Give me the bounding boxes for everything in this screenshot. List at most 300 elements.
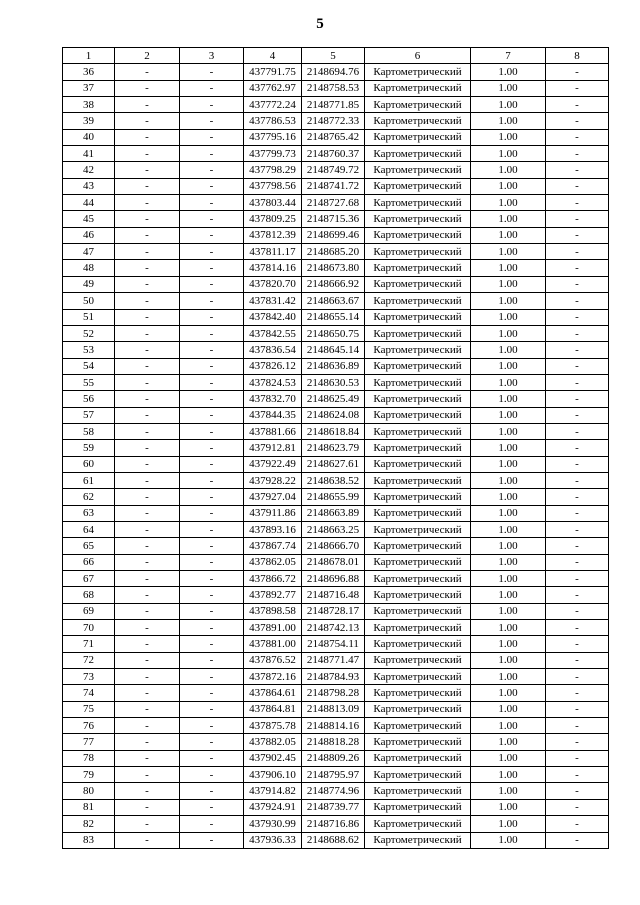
table-cell: 2148663.89 xyxy=(302,505,365,521)
table-cell: - xyxy=(115,554,180,570)
table-cell: 1.00 xyxy=(471,521,546,537)
table-cell: Картометрический xyxy=(365,783,471,799)
table-cell: 49 xyxy=(63,276,115,292)
table-cell: - xyxy=(115,538,180,554)
table-cell: - xyxy=(546,423,609,439)
table-cell: - xyxy=(546,97,609,113)
table-cell: Картометрический xyxy=(365,358,471,374)
table-cell: 437881.66 xyxy=(244,423,302,439)
table-cell: Картометрический xyxy=(365,669,471,685)
table-cell: 437898.58 xyxy=(244,603,302,619)
table-cell: 1.00 xyxy=(471,538,546,554)
table-row xyxy=(63,195,609,211)
table-row xyxy=(63,571,609,587)
table-cell: - xyxy=(115,587,180,603)
table-cell: 53 xyxy=(63,342,115,358)
table-cell: 437842.40 xyxy=(244,309,302,325)
table-cell: 2148663.25 xyxy=(302,521,365,537)
table-cell: - xyxy=(115,767,180,783)
table-cell: 437922.49 xyxy=(244,456,302,472)
table-cell: 437911.86 xyxy=(244,505,302,521)
table-cell: 2148666.70 xyxy=(302,538,365,554)
table-cell: - xyxy=(115,489,180,505)
table-cell: Картометрический xyxy=(365,113,471,129)
table-row xyxy=(63,342,609,358)
column-header: 6 xyxy=(365,48,471,64)
table-row xyxy=(63,636,609,652)
table-cell: Картометрический xyxy=(365,620,471,636)
table-cell: - xyxy=(180,538,244,554)
table-cell: 2148772.33 xyxy=(302,113,365,129)
table-cell: 437864.61 xyxy=(244,685,302,701)
table-cell: - xyxy=(180,554,244,570)
table-cell: Картометрический xyxy=(365,276,471,292)
table-cell: 70 xyxy=(63,620,115,636)
table-cell: - xyxy=(546,440,609,456)
table-cell: 2148688.62 xyxy=(302,832,365,848)
table-cell: Картометрический xyxy=(365,178,471,194)
table-cell: - xyxy=(115,816,180,832)
table-cell: 1.00 xyxy=(471,832,546,848)
table-cell: 43 xyxy=(63,178,115,194)
table-cell: - xyxy=(180,734,244,750)
table-cell: Картометрический xyxy=(365,423,471,439)
table-cell: - xyxy=(115,456,180,472)
table-cell: 2148678.01 xyxy=(302,554,365,570)
table-cell: 437798.56 xyxy=(244,178,302,194)
table-cell: 437936.33 xyxy=(244,832,302,848)
table-cell: 60 xyxy=(63,456,115,472)
table-cell: 437842.55 xyxy=(244,325,302,341)
table-cell: - xyxy=(180,97,244,113)
table-row xyxy=(63,178,609,194)
table-cell: 1.00 xyxy=(471,195,546,211)
table-cell: Картометрический xyxy=(365,734,471,750)
table-cell: - xyxy=(546,783,609,799)
table-row xyxy=(63,113,609,129)
table-row xyxy=(63,276,609,292)
table-cell: 2148798.28 xyxy=(302,685,365,701)
table-cell: 2148749.72 xyxy=(302,162,365,178)
table-cell: - xyxy=(115,227,180,243)
table-cell: 40 xyxy=(63,129,115,145)
table-cell: - xyxy=(546,162,609,178)
table-cell: - xyxy=(115,472,180,488)
table-cell: - xyxy=(180,571,244,587)
table-cell: Картометрический xyxy=(365,195,471,211)
table-cell: 79 xyxy=(63,767,115,783)
table-cell: 437772.24 xyxy=(244,97,302,113)
table-cell: - xyxy=(115,293,180,309)
table-cell: 58 xyxy=(63,423,115,439)
table-cell: 437864.81 xyxy=(244,701,302,717)
table-cell: - xyxy=(115,669,180,685)
table-cell: - xyxy=(546,571,609,587)
table-cell: - xyxy=(546,652,609,668)
table-cell: 1.00 xyxy=(471,211,546,227)
column-header: 3 xyxy=(180,48,244,64)
table-cell: - xyxy=(180,342,244,358)
table-cell: 1.00 xyxy=(471,80,546,96)
table-cell: 1.00 xyxy=(471,799,546,815)
table-cell: Картометрический xyxy=(365,456,471,472)
table-cell: 437881.00 xyxy=(244,636,302,652)
table-cell: - xyxy=(115,521,180,537)
table-cell: - xyxy=(546,374,609,390)
table-cell: 2148754.11 xyxy=(302,636,365,652)
table-cell: - xyxy=(546,64,609,80)
table-cell: - xyxy=(115,407,180,423)
table-row xyxy=(63,489,609,505)
table-cell: 437893.16 xyxy=(244,521,302,537)
table-cell: - xyxy=(546,227,609,243)
table-cell: 77 xyxy=(63,734,115,750)
table-cell: - xyxy=(115,309,180,325)
table-cell: 51 xyxy=(63,309,115,325)
table-cell: - xyxy=(180,374,244,390)
table-cell: - xyxy=(115,146,180,162)
table-cell: - xyxy=(546,146,609,162)
table-row xyxy=(63,603,609,619)
table-cell: - xyxy=(546,309,609,325)
table-cell: Картометрический xyxy=(365,816,471,832)
table-row xyxy=(63,652,609,668)
table-cell: - xyxy=(546,587,609,603)
table-cell: 37 xyxy=(63,80,115,96)
table-cell: Картометрический xyxy=(365,129,471,145)
table-cell: - xyxy=(546,554,609,570)
table-cell: 36 xyxy=(63,64,115,80)
table-cell: 437862.05 xyxy=(244,554,302,570)
table-cell: - xyxy=(546,620,609,636)
table-row xyxy=(63,260,609,276)
table-cell: - xyxy=(180,652,244,668)
table-cell: 437811.17 xyxy=(244,244,302,260)
table-cell: - xyxy=(546,701,609,717)
table-cell: - xyxy=(115,783,180,799)
table-cell: 437795.16 xyxy=(244,129,302,145)
table-cell: 437876.52 xyxy=(244,652,302,668)
table-row xyxy=(63,734,609,750)
table-cell: - xyxy=(546,472,609,488)
table-cell: Картометрический xyxy=(365,538,471,554)
table-cell: 68 xyxy=(63,587,115,603)
table-cell: 2148673.80 xyxy=(302,260,365,276)
table-cell: - xyxy=(546,178,609,194)
table-cell: 63 xyxy=(63,505,115,521)
table-cell: 1.00 xyxy=(471,374,546,390)
table-cell: 2148645.14 xyxy=(302,342,365,358)
table-cell: 55 xyxy=(63,374,115,390)
table-cell: Картометрический xyxy=(365,489,471,505)
table-cell: - xyxy=(115,423,180,439)
table-cell: 1.00 xyxy=(471,293,546,309)
table-cell: 45 xyxy=(63,211,115,227)
coordinates-table xyxy=(62,47,609,849)
table-cell: - xyxy=(546,603,609,619)
table-cell: - xyxy=(180,489,244,505)
table-cell: - xyxy=(546,816,609,832)
table-cell: 437930.99 xyxy=(244,816,302,832)
table-cell: Картометрический xyxy=(365,211,471,227)
table-cell: 2148727.68 xyxy=(302,195,365,211)
table-cell: Картометрический xyxy=(365,227,471,243)
table-row xyxy=(63,505,609,521)
table-cell: - xyxy=(180,750,244,766)
table-cell: - xyxy=(115,80,180,96)
table-cell: 2148813.09 xyxy=(302,701,365,717)
table-cell: 1.00 xyxy=(471,325,546,341)
table-cell: - xyxy=(115,636,180,652)
table-cell: Картометрический xyxy=(365,64,471,80)
table-cell: - xyxy=(180,669,244,685)
table-cell: 1.00 xyxy=(471,162,546,178)
table-cell: - xyxy=(115,718,180,734)
table-cell: - xyxy=(180,293,244,309)
table-row xyxy=(63,146,609,162)
table-cell: - xyxy=(546,538,609,554)
table-cell: 52 xyxy=(63,325,115,341)
table-row xyxy=(63,244,609,260)
table-row xyxy=(63,374,609,390)
table-cell: 1.00 xyxy=(471,440,546,456)
table-cell: - xyxy=(115,750,180,766)
table-row xyxy=(63,407,609,423)
table-cell: 437798.29 xyxy=(244,162,302,178)
table-row xyxy=(63,64,609,80)
table-cell: Картометрический xyxy=(365,309,471,325)
table-row xyxy=(63,718,609,734)
table-row xyxy=(63,554,609,570)
table-cell: 1.00 xyxy=(471,636,546,652)
table-cell: - xyxy=(546,685,609,701)
table-row xyxy=(63,832,609,848)
table-cell: - xyxy=(546,832,609,848)
table-cell: Картометрический xyxy=(365,832,471,848)
table-cell: 1.00 xyxy=(471,620,546,636)
table-cell: - xyxy=(546,456,609,472)
table-row xyxy=(63,391,609,407)
table-cell: - xyxy=(115,374,180,390)
table-cell: - xyxy=(546,407,609,423)
table-cell: - xyxy=(180,816,244,832)
table-cell: 437902.45 xyxy=(244,750,302,766)
table-cell: 437803.44 xyxy=(244,195,302,211)
table-cell: 2148765.42 xyxy=(302,129,365,145)
table-cell: 437809.25 xyxy=(244,211,302,227)
table-body xyxy=(63,64,609,849)
table-cell: - xyxy=(180,685,244,701)
table-cell: 41 xyxy=(63,146,115,162)
table-cell: - xyxy=(180,358,244,374)
table-cell: 2148696.88 xyxy=(302,571,365,587)
table-cell: 50 xyxy=(63,293,115,309)
table-cell: - xyxy=(115,620,180,636)
table-cell: 1.00 xyxy=(471,97,546,113)
table-cell: 76 xyxy=(63,718,115,734)
table-row xyxy=(63,211,609,227)
table-cell: 1.00 xyxy=(471,816,546,832)
table-cell: - xyxy=(115,178,180,194)
table-cell: 437762.97 xyxy=(244,80,302,96)
table-cell: Картометрический xyxy=(365,701,471,717)
table-cell: 1.00 xyxy=(471,146,546,162)
table-cell: - xyxy=(180,456,244,472)
table-cell: 437891.00 xyxy=(244,620,302,636)
table-cell: - xyxy=(180,767,244,783)
table-row xyxy=(63,456,609,472)
table-row xyxy=(63,701,609,717)
table-cell: 2148663.67 xyxy=(302,293,365,309)
table-cell: - xyxy=(180,178,244,194)
table-cell: 1.00 xyxy=(471,309,546,325)
table-cell: - xyxy=(546,244,609,260)
table-cell: - xyxy=(115,440,180,456)
table-cell: 1.00 xyxy=(471,718,546,734)
table-cell: - xyxy=(546,129,609,145)
table-cell: 437820.70 xyxy=(244,276,302,292)
table-cell: - xyxy=(180,309,244,325)
table-cell: - xyxy=(180,276,244,292)
table-cell: - xyxy=(546,195,609,211)
table-cell: 66 xyxy=(63,554,115,570)
table-row xyxy=(63,685,609,701)
table-cell: 82 xyxy=(63,816,115,832)
table-cell: - xyxy=(180,391,244,407)
table-cell: 2148760.37 xyxy=(302,146,365,162)
table-cell: - xyxy=(115,685,180,701)
table-cell: 1.00 xyxy=(471,571,546,587)
table-cell: Картометрический xyxy=(365,718,471,734)
table-cell: Картометрический xyxy=(365,587,471,603)
table-cell: Картометрический xyxy=(365,97,471,113)
table-cell: 1.00 xyxy=(471,767,546,783)
table-cell: 80 xyxy=(63,783,115,799)
table-cell: - xyxy=(546,276,609,292)
table-row xyxy=(63,358,609,374)
table-cell: 2148685.20 xyxy=(302,244,365,260)
table-cell: 2148716.48 xyxy=(302,587,365,603)
table-cell: 2148666.92 xyxy=(302,276,365,292)
table-cell: Картометрический xyxy=(365,554,471,570)
table-cell: Картометрический xyxy=(365,260,471,276)
table-cell: 44 xyxy=(63,195,115,211)
table-cell: 1.00 xyxy=(471,587,546,603)
table-cell: - xyxy=(115,652,180,668)
table-cell: - xyxy=(180,64,244,80)
table-cell: - xyxy=(546,767,609,783)
table-row xyxy=(63,129,609,145)
table-cell: - xyxy=(546,391,609,407)
table-cell: 437799.73 xyxy=(244,146,302,162)
table-cell: 1.00 xyxy=(471,64,546,80)
table-cell: - xyxy=(115,701,180,717)
table-cell: 437866.72 xyxy=(244,571,302,587)
table-cell: - xyxy=(180,129,244,145)
table-cell: - xyxy=(115,571,180,587)
table-cell: Картометрический xyxy=(365,146,471,162)
table-cell: - xyxy=(180,146,244,162)
table-cell: - xyxy=(115,64,180,80)
column-header: 8 xyxy=(546,48,609,64)
table-cell: 83 xyxy=(63,832,115,848)
table-cell: - xyxy=(115,505,180,521)
table-cell: 437826.12 xyxy=(244,358,302,374)
table-cell: 437836.54 xyxy=(244,342,302,358)
table-cell: - xyxy=(180,195,244,211)
column-header: 7 xyxy=(471,48,546,64)
table-cell: Картометрический xyxy=(365,685,471,701)
table-cell: 2148814.16 xyxy=(302,718,365,734)
table-cell: 2148739.77 xyxy=(302,799,365,815)
table-cell: 56 xyxy=(63,391,115,407)
table-cell: Картометрический xyxy=(365,603,471,619)
table-cell: Картометрический xyxy=(365,407,471,423)
table-cell: 1.00 xyxy=(471,276,546,292)
table-cell: 2148650.75 xyxy=(302,325,365,341)
table-cell: 73 xyxy=(63,669,115,685)
table-row xyxy=(63,799,609,815)
table-cell: 1.00 xyxy=(471,783,546,799)
table-cell: 437892.77 xyxy=(244,587,302,603)
table-cell: 2148694.76 xyxy=(302,64,365,80)
table-cell: - xyxy=(546,669,609,685)
table-cell: 437912.81 xyxy=(244,440,302,456)
table-cell: - xyxy=(180,423,244,439)
table-row xyxy=(63,97,609,113)
table-cell: 47 xyxy=(63,244,115,260)
table-cell: - xyxy=(180,832,244,848)
table-cell: - xyxy=(180,440,244,456)
table-cell: 78 xyxy=(63,750,115,766)
table-cell: - xyxy=(546,489,609,505)
table-cell: 2148728.17 xyxy=(302,603,365,619)
table-cell: - xyxy=(546,260,609,276)
table-cell: 2148625.49 xyxy=(302,391,365,407)
table-row xyxy=(63,162,609,178)
table-cell: 437882.05 xyxy=(244,734,302,750)
table-row xyxy=(63,587,609,603)
table-cell: 2148618.84 xyxy=(302,423,365,439)
table-row xyxy=(63,325,609,341)
table-cell: 437831.42 xyxy=(244,293,302,309)
table-cell: 2148741.72 xyxy=(302,178,365,194)
column-header: 5 xyxy=(302,48,365,64)
table-cell: - xyxy=(180,636,244,652)
table-cell: - xyxy=(180,227,244,243)
table-cell: - xyxy=(115,358,180,374)
table-cell: 1.00 xyxy=(471,505,546,521)
page-number: 5 xyxy=(316,16,324,32)
table-cell: 437786.53 xyxy=(244,113,302,129)
table-cell: 1.00 xyxy=(471,472,546,488)
table-cell: 437914.82 xyxy=(244,783,302,799)
table-cell: Картометрический xyxy=(365,342,471,358)
table-row xyxy=(63,783,609,799)
table-cell: 437824.53 xyxy=(244,374,302,390)
table-cell: - xyxy=(180,701,244,717)
table-cell: 2148636.89 xyxy=(302,358,365,374)
table-cell: 2148630.53 xyxy=(302,374,365,390)
column-header: 1 xyxy=(63,48,115,64)
table-cell: 2148655.14 xyxy=(302,309,365,325)
table-cell: 437812.39 xyxy=(244,227,302,243)
table-cell: 2148715.36 xyxy=(302,211,365,227)
table-cell: 1.00 xyxy=(471,750,546,766)
table-cell: 81 xyxy=(63,799,115,815)
table-cell: - xyxy=(180,505,244,521)
table-cell: Картометрический xyxy=(365,767,471,783)
